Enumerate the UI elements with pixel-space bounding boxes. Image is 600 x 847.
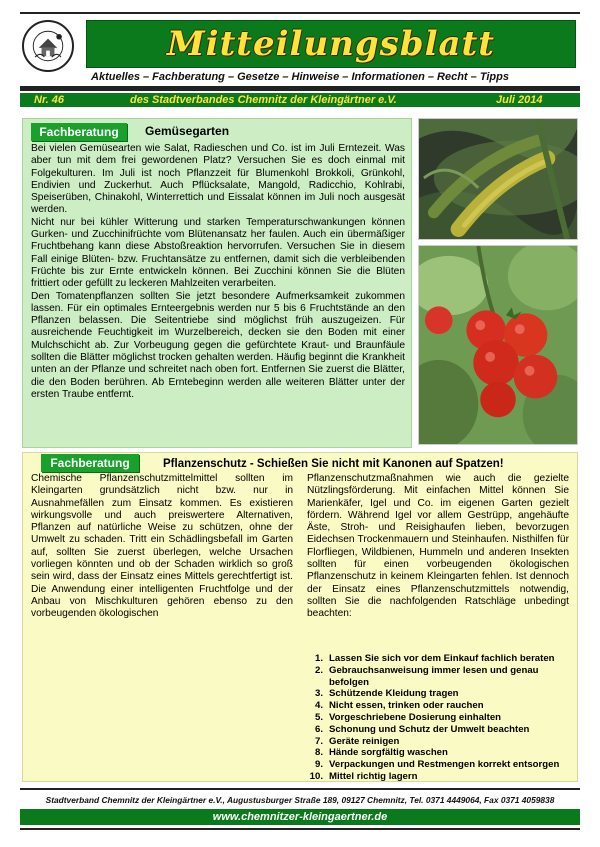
list-item	[307, 712, 569, 724]
list-item	[307, 700, 569, 712]
list-text: Schützende Kleidung tragen	[329, 688, 459, 700]
masthead-title: Mitteilungsblatt	[167, 24, 495, 64]
list-number: 7.	[314, 735, 323, 747]
zucchini-photo-icon	[418, 118, 578, 240]
list-item	[307, 724, 569, 736]
list-number: 9.	[314, 759, 323, 771]
issue-publisher: des Stadtverbandes Chemnitz der Kleingärtner e.V.	[130, 94, 397, 106]
list-number: 6.	[314, 723, 323, 735]
list-number: 2.	[314, 664, 323, 676]
list-item	[307, 688, 569, 700]
list-number: 5.	[314, 711, 323, 723]
article-heading: Gemüsegarten	[145, 124, 230, 138]
list-number: 4.	[314, 700, 323, 712]
issue-date: Juli 2014	[496, 94, 543, 106]
list-text: Vorgeschriebene Dosierung einhalten	[329, 711, 502, 723]
article-column-right: Pflanzenschutzmaßnahmen wie auch die gezielte Nützlingsförderung. Mit einfachen Mittel können Sie Marienkäfer, Igel und Co. im eigenen Garten gezielt fördern. Während Igel vor allem Gestrüpp, angehäufte Äste, Stroh- und Reisighaufen lieben, bevorzugen Eidechsen Trockenmauern und Steinhaufen. Nisthilfen für Florfliegen, Wildbienen, Hummeln und anderen Insekten sollten für einen vorbeugenden ökologischen Pflanzenschutz in keinem Kleingarten fehlen. Ist dennoch der Einsatz eines Pflanzenschutzmittels notwendig, sollten Sie die nachfolgenden Ratschläge unbedingt beachten:	[307, 473, 569, 620]
article-pflanzenschutz	[22, 452, 578, 782]
list-text: Schonung und Schutz der Umwelt beachten	[329, 723, 530, 735]
list-item	[307, 747, 569, 759]
masthead-banner	[86, 20, 576, 68]
advice-list	[307, 653, 569, 783]
tomato-photo-icon	[418, 245, 578, 445]
category-tag: Fachberatung	[31, 123, 127, 141]
footer-address: Stadtverband Chemnitz der Kleingärtner e.V., Augustusburger Straße 189, 09127 Chemnitz, Tel. 0371 4449064, Fax 0371 4059838	[45, 795, 555, 805]
website-link[interactable]: www.chemnitzer-kleingaertner.de	[20, 809, 580, 825]
article-paragraph: Den Tomatenpflanzen sollten Sie jetzt besondere Aufmerksamkeit zukommen lassen. Für ein optimales Ernteergebnis werden nur 5 bis 6 Fruchtstände an den Pflanzen belassen. Die Seitentriebe sind möglichst früh auszugeizen. Für ausreichende Feuchtigkeit im Wurzelbereich, decken sie den Boden mit einer Mulchschicht ab. Zur Vorbeugung gegen die gefürchtete Kraut- und Braunfäule sollten die Blätter möglichst trocken gehalten werden. Häufig beginnt die Krankheit unten an der Pflanze und schreitet nach oben fort. Entfernen Sie zuerst die Blätter, die den Boden berühren. Ab Erntebeginn werden alle weiteren Blätter unter der ersten Traube entfernt.	[31, 290, 405, 400]
list-text: Hände sorgfältig waschen	[329, 747, 448, 759]
article-gemuesegarten	[22, 118, 412, 448]
footer-bottom-rule	[20, 828, 580, 830]
list-item	[307, 736, 569, 748]
list-text: Gebrauchsanweisung immer lesen und genau befolgen	[329, 664, 539, 688]
article-column-left: Chemische Pflanzenschutzmittelmittel sollten im Kleingarten grundsätzlich nicht bzw. nur in Ausnahmefällen zum Einsatz kommen. Es existieren wirkungsvolle und auch preiswertere Alternativen, Pflanzen auf natürliche Weise zu schützen, ohne der Umwelt zu schaden. Tritt ein Schädlingsbefall im Garten auf, sollten Sie zuerst überlegen, welche Ursachen vorliegen könnten und ob der Schaden wirklich so groß sein wird, dass der Einsatz eines Mittels gerechtfertigt ist. Die Anwendung einer intelligenten Fruchtfolge und der Anbau von Mischkulturen gehören ebenso zu den vorbeugenden ökologischen	[31, 473, 293, 620]
issue-number: Nr. 46	[34, 94, 64, 106]
footer-rule	[20, 788, 580, 790]
list-number: 10.	[309, 770, 323, 782]
list-item	[307, 665, 569, 689]
top-rule	[20, 12, 580, 14]
list-item	[307, 771, 569, 783]
category-tag: Fachberatung	[41, 454, 139, 472]
list-text: Nicht essen, trinken oder rauchen	[329, 700, 484, 712]
article-heading: Pflanzenschutz - Schießen Sie nicht mit Kanonen auf Spatzen!	[163, 458, 504, 470]
issue-bar	[20, 93, 580, 107]
masthead-subtitle: Aktuelles – Fachberatung – Gesetze – Hinweise – Informationen – Recht – Tipps	[91, 71, 509, 83]
list-number: 8.	[314, 747, 323, 759]
list-item	[307, 653, 569, 665]
article-paragraph: Bei vielen Gemüsearten wie Salat, Radieschen und Co. ist im Juli Erntezeit. Was aber tun mit dem frei gewordenen Platz? Versuchen Sie es doch einmal mit Folgekulturen. Im Juli ist noch Pflanzzeit für Blumenkohl Brokkoli, Grünkohl, Endivien und Zuckerhut. Auch Pflücksalate, Mangold, Radicchio, Kohlrabi, Speiserüben, Chinakohl, Winterrettich und Eissalat können im Juli noch ausgesät werden.	[31, 143, 405, 216]
list-text: Lassen Sie sich vor dem Einkauf fachlich beraten	[329, 653, 555, 664]
list-text: Verpackungen und Restmengen korrekt entsorgen	[329, 759, 560, 771]
list-text: Mittel richtig lagern	[329, 770, 418, 782]
association-logo-icon	[22, 20, 74, 72]
article-body	[31, 143, 405, 401]
list-number: 3.	[314, 688, 323, 700]
list-item	[307, 759, 569, 771]
list-number: 1.	[314, 653, 323, 664]
article-paragraph: Nicht nur bei kühler Witterung und starken Temperaturschwankungen können Gurken- und Zucchinifrüchte vom Blütenansatz her faulen. Auch ein übermäßiger Fruchtbehang kann diese Abstoßreaktion hervorrufen. Versuchen Sie in diesem Fall einige Blüten- bzw. Fruchtansätze zu entfernen, damit sich die verbleibenden Früchte bis zur Ernte entwickeln können. Bei Zucchini können Sie die Blüten frittiert oder gefüllt zu leckeren Mahlzeiten verarbeiten.	[31, 216, 405, 290]
header-divider	[20, 86, 580, 91]
list-text: Geräte reinigen	[329, 735, 400, 747]
